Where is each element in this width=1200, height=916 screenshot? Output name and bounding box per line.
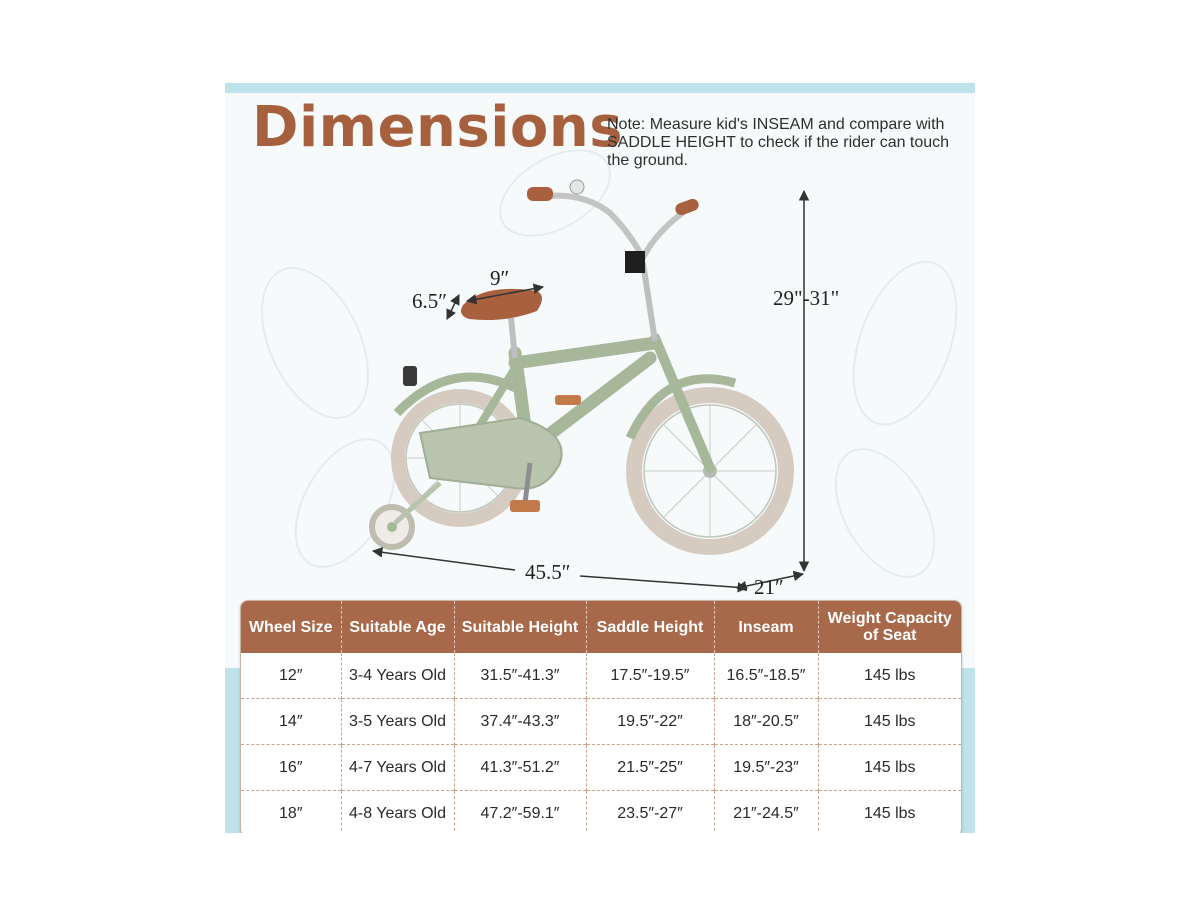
column-header-suitable-height: Suitable Height: [454, 601, 586, 653]
leaf-pattern: [240, 133, 975, 594]
cell-suitable-height: 47.2″-59.1″: [454, 791, 586, 834]
bell: [570, 180, 584, 194]
seat-width-label: 9″: [490, 266, 510, 290]
pedal: [510, 500, 540, 512]
cell-saddle-height: 23.5″-27″: [586, 791, 714, 834]
cell-weight-capacity: 145 lbs: [818, 791, 961, 834]
stem-plate: [625, 251, 645, 273]
handlebar-left: [547, 196, 643, 258]
cell-suitable-height: 31.5″-41.3″: [454, 653, 586, 699]
cell-weight-capacity: 145 lbs: [818, 653, 961, 699]
bike-illustration: [225, 83, 975, 603]
cell-wheel-size: 16″: [241, 745, 341, 791]
column-header-inseam: Inseam: [714, 601, 818, 653]
cell-inseam: 19.5″-23″: [714, 745, 818, 791]
cell-suitable-age: 4-8 Years Old: [341, 791, 454, 834]
cell-wheel-size: 12″: [279, 666, 303, 684]
pedal-upper: [555, 395, 581, 405]
measurement-note: Note: Measure kid's INSEAM and compare with SADDLE HEIGHT to check if the rider can touch the ground.: [607, 116, 950, 169]
cell-wheel-size: 18″: [241, 791, 341, 834]
cell-saddle-height: 21.5″-25″: [586, 745, 714, 791]
stem: [643, 263, 655, 341]
cell-suitable-age: 4-7 Years Old: [341, 745, 454, 791]
table-row: [241, 745, 961, 791]
column-header-saddle-height: Saddle Height: [586, 601, 714, 653]
page-title: Dimensions: [252, 95, 624, 160]
cell-weight-capacity: 145 lbs: [818, 699, 961, 745]
seat-depth-label: 6.5″: [412, 289, 447, 313]
cell-suitable-age: 3-5 Years Old: [341, 699, 454, 745]
cell-suitable-height: 37.4″-43.3″: [454, 699, 586, 745]
total-length-label: 45.5″: [525, 560, 571, 584]
total-height-label: 29"-31": [773, 286, 840, 310]
grip-left: [527, 187, 553, 201]
cell-inseam: 18″-20.5″: [714, 699, 818, 745]
cell-suitable-height: 41.3″-51.2″: [454, 745, 586, 791]
cell-wheel-size: 14″: [241, 699, 341, 745]
rear-reflector: [403, 366, 417, 386]
handlebar-right: [643, 211, 685, 258]
chain-guard: [420, 418, 562, 489]
product-dimensions-panel: [225, 83, 975, 833]
table-row: [241, 699, 961, 745]
dimension-lines: [373, 191, 804, 588]
table-header-row: [241, 601, 961, 653]
size-chart-table: [240, 600, 962, 833]
table-row: [241, 791, 961, 834]
cell-saddle-height: 19.5″-22″: [586, 699, 714, 745]
column-header-wheel-size: Wheel Size: [241, 601, 341, 653]
table-row: [241, 653, 961, 699]
cell-inseam: 16.5″-18.5″: [714, 653, 818, 699]
column-header-suitable-age: Suitable Age: [341, 601, 454, 653]
cell-inseam: 21″-24.5″: [714, 791, 818, 834]
total-width-label: 21″: [754, 575, 784, 599]
column-header-weight-capacity: Weight Capacity of Seat: [818, 601, 961, 653]
cell-suitable-age: 3-4 Years Old: [341, 653, 454, 699]
cell-saddle-height: 17.5″-19.5″: [586, 653, 714, 699]
cell-weight-capacity: 145 lbs: [818, 745, 961, 791]
saddle: [461, 289, 542, 320]
